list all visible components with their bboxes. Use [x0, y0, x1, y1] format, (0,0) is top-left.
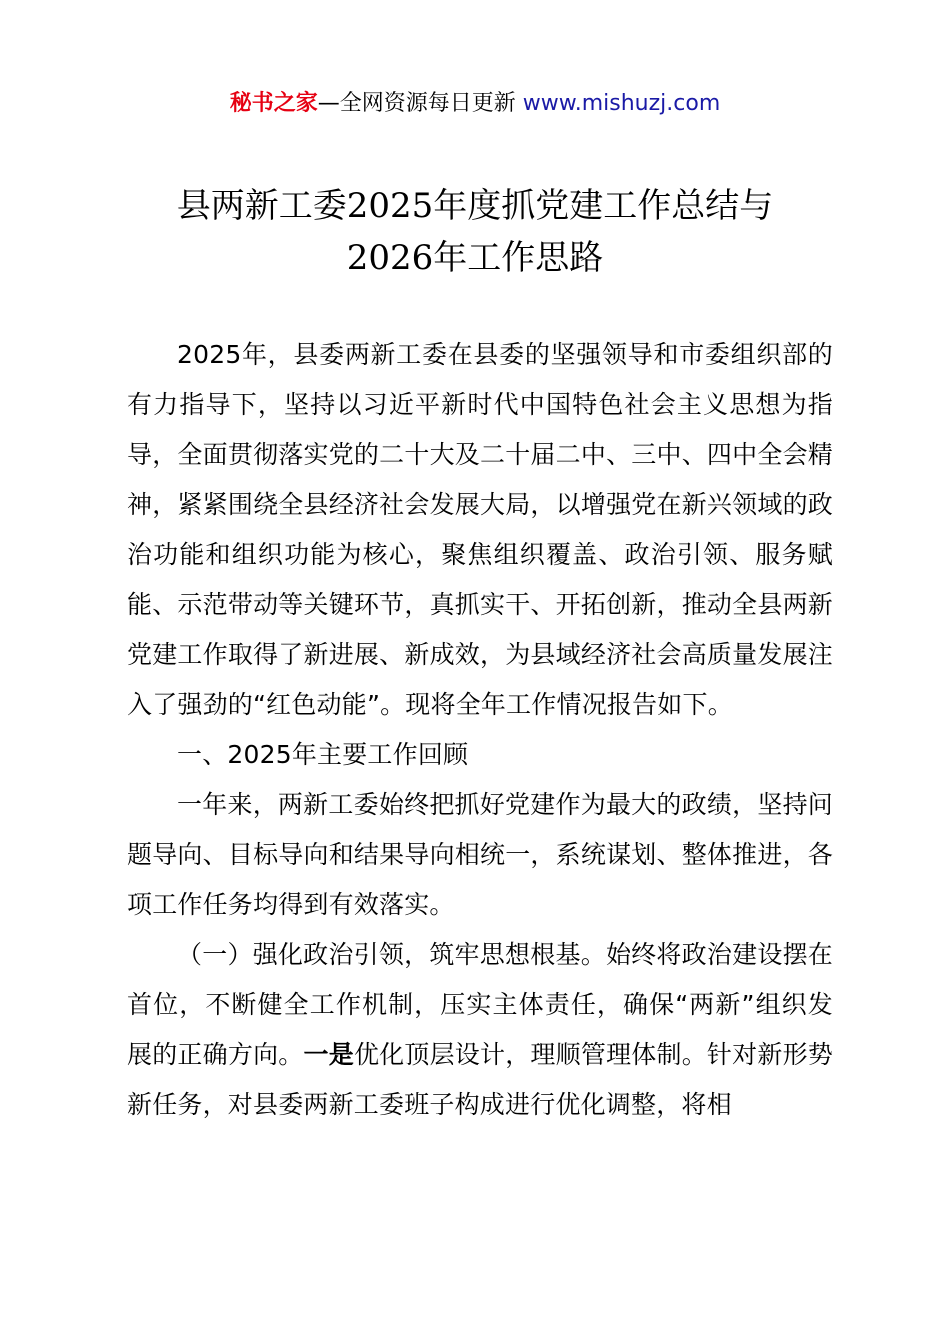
title-line-1: 县两新工委2025年度抓党建工作总结与 [176, 186, 774, 226]
subsection-1-emphasis: 一是 [303, 1040, 354, 1069]
site-header [0, 86, 950, 122]
title-line-2: 2026年工作思路 [346, 238, 604, 278]
site-brand: 秘书之家 [229, 91, 318, 116]
document-body [127, 330, 833, 1130]
intro-paragraph: 2025年，县委两新工委在县委的坚强领导和市委组织部的有力指导下，坚持以习近平新时代中国特色社会主义思想为指导，全面贯彻落实党的二十大及二十届二中、三中、四中全会精神，紧紧围绕全县经济社会发展大局，以增强党在新兴领域的政治功能和组织功能为核心，聚焦组织覆盖、政治引领、服务赋能、示范带动等关键环节，真抓实干、开拓创新，推动全县两新党建工作取得了新进展、新成效，为县域经济社会高质量发展注入了强劲的“红色动能”。现将全年工作情况报告如下。 [127, 340, 833, 719]
section-heading-1: 一、2025年主要工作回顾 [177, 740, 469, 769]
section-1-intro-paragraph: 一年来，两新工委始终把抓好党建作为最大的政绩，坚持问题导向、目标导向和结果导向相统一，系统谋划、整体推进，各项工作任务均得到有效落实。 [127, 790, 833, 919]
subsection-1-text-a: （一）强化政治引领，筑牢思想根基。始终将政治建设摆在首位，不断健全工作机制，压实主体责任，确保“两新”组织发展的正确方向。 [127, 940, 833, 1069]
document-title [60, 180, 890, 284]
site-url-link[interactable]: www.mishuzj.com [522, 91, 721, 116]
subsection-1-text-b: 优化顶层设计，理顺管理体制。针对新形势新任务，对县委两新工委班子构成进行优化调整，将相 [127, 1040, 833, 1119]
subsection-1-paragraph [127, 930, 833, 1130]
site-tagline: —全网资源每日更新 [317, 91, 523, 116]
